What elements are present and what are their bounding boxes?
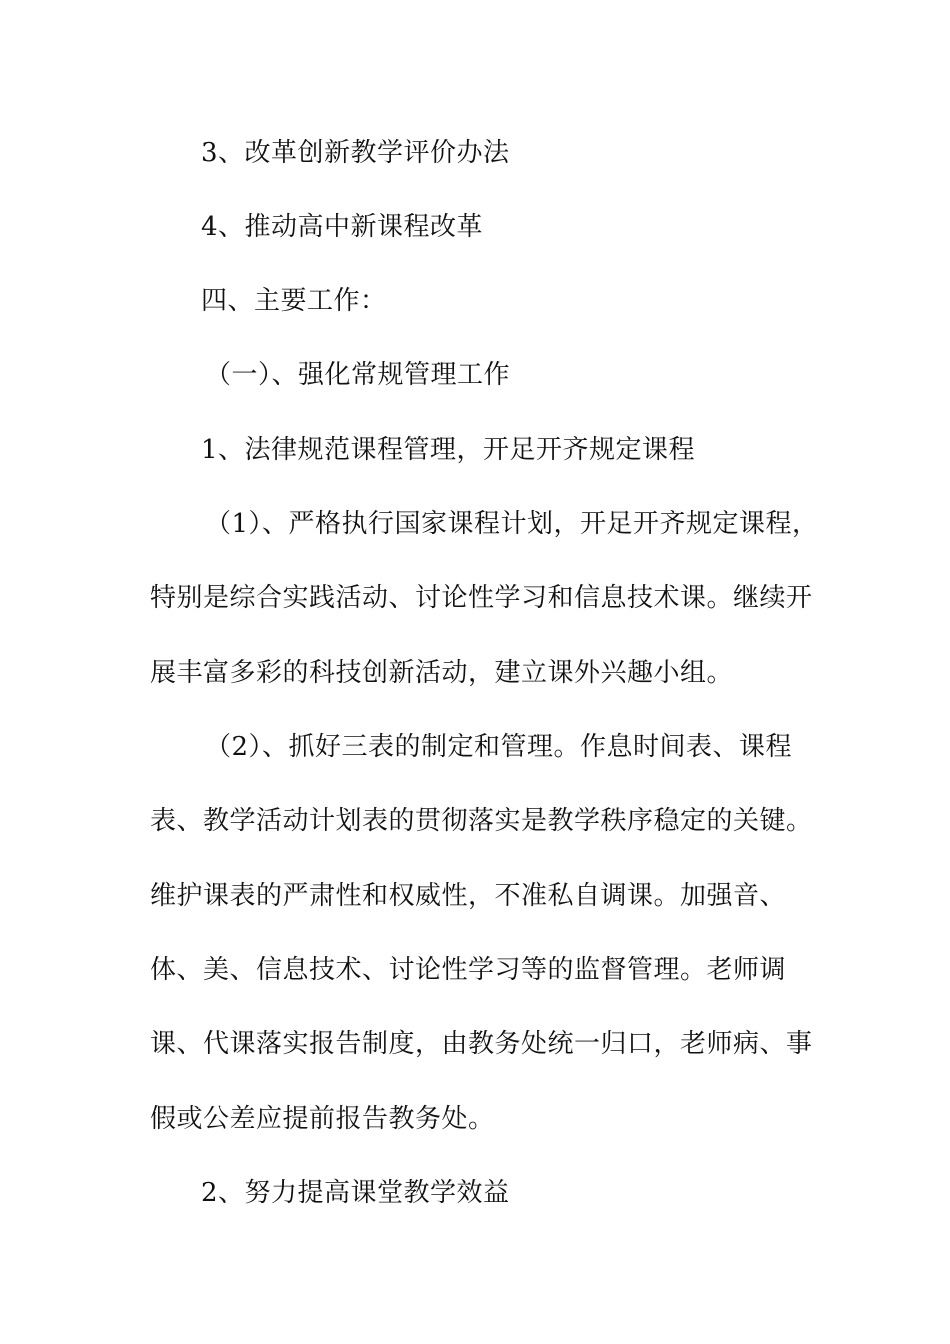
subheading-routine-management: （一）、强化常规管理工作 — [205, 360, 511, 390]
heading-main-work: 四、主要工作： — [201, 286, 387, 316]
item-course-management: 1、法律规范课程管理，开足开齐规定课程 — [201, 435, 696, 465]
paragraph-2-line-6: 假或公差应提前报告教务处。 — [150, 1104, 495, 1134]
section-item-3: 3、改革创新教学评价办法 — [201, 138, 510, 168]
paragraph-2-line-1: （2）、抓好三表的制定和管理。作息时间表、课程 — [205, 732, 793, 762]
paragraph-2-line-5: 课、代课落实报告制度，由教务处统一归口，老师病、事 — [150, 1029, 813, 1059]
item-classroom-efficiency: 2、努力提高课堂教学效益 — [201, 1178, 510, 1208]
paragraph-2-line-4: 体、美、信息技术、讨论性学习等的监督管理。老师调 — [150, 955, 787, 985]
section-item-4: 4、推动高中新课程改革 — [201, 212, 484, 242]
paragraph-1-line-2: 特别是综合实践活动、讨论性学习和信息技术课。继续开 — [150, 583, 813, 613]
paragraph-2-line-3: 维护课表的严肃性和权威性，不准私自调课。加强音、 — [150, 881, 787, 911]
paragraph-1-line-3: 展丰富多彩的科技创新活动，建立课外兴趣小组。 — [150, 658, 734, 688]
paragraph-2-line-2: 表、教学活动计划表的贯彻落实是教学秩序稳定的关键。 — [150, 806, 813, 836]
paragraph-1-line-1: （1）、严格执行国家课程计划，开足开齐规定课程， — [205, 509, 819, 539]
